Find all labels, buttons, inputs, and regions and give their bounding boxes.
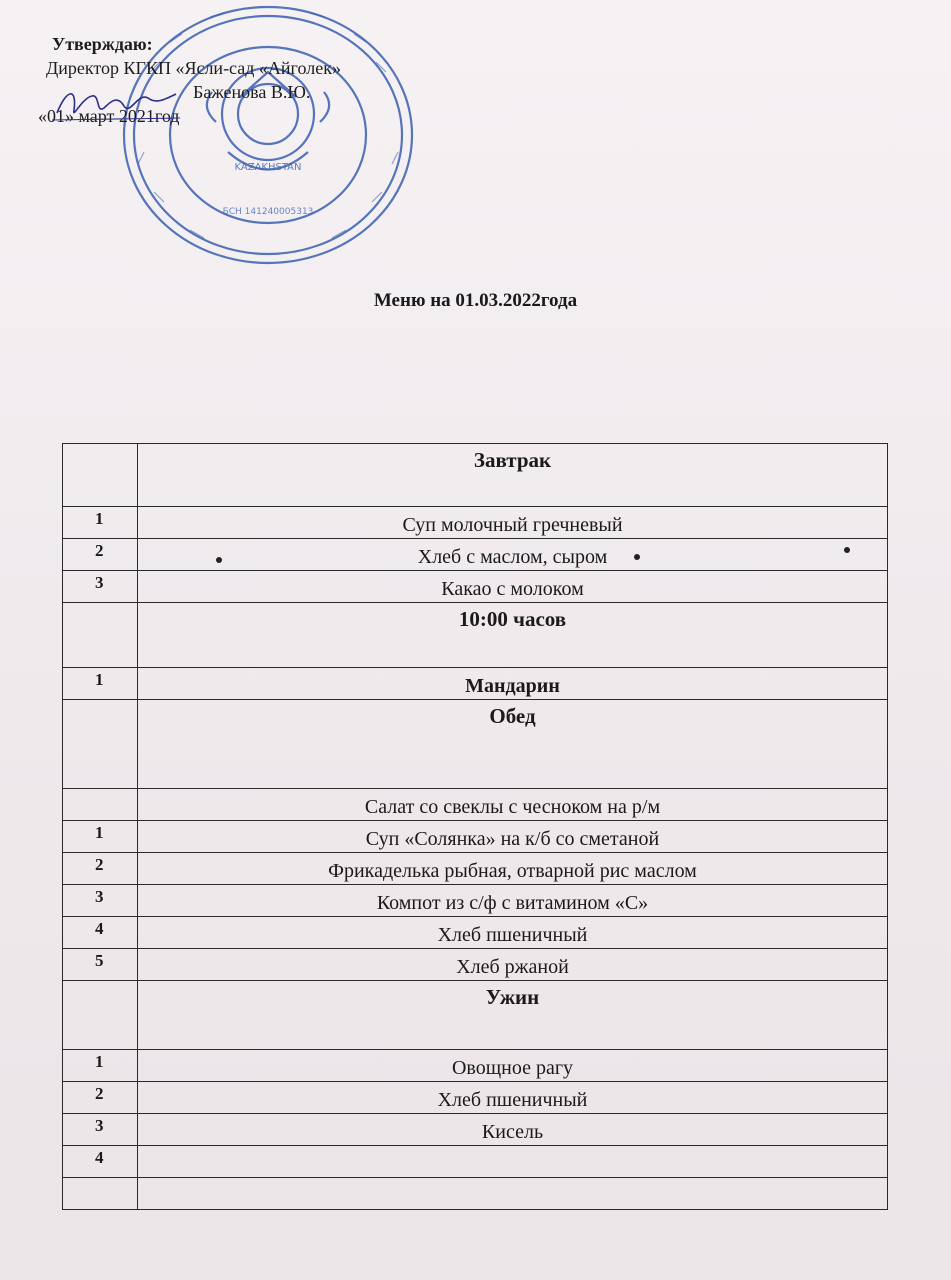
menu-item-name: Овощное рагу <box>138 1050 888 1082</box>
menu-item-row <box>63 539 888 571</box>
menu-item-name: Хлеб пшеничный <box>138 1082 888 1114</box>
menu-section-row <box>63 444 888 507</box>
ink-dot <box>216 557 222 563</box>
handwritten-signature <box>52 78 182 128</box>
menu-item-row <box>63 507 888 539</box>
menu-item-row <box>63 789 888 821</box>
menu-item-name: Хлеб пшеничный <box>138 917 888 949</box>
menu-item-row <box>63 949 888 981</box>
menu-table <box>62 443 888 1210</box>
menu-item-row <box>63 885 888 917</box>
menu-item-number: 2 <box>63 1082 138 1114</box>
menu-item-row <box>63 668 888 700</box>
menu-section-title: Ужин <box>138 981 888 1050</box>
menu-item-number: 3 <box>63 1114 138 1146</box>
menu-item-number <box>63 700 138 789</box>
menu-item-number: 1 <box>63 668 138 700</box>
menu-item-name: Суп «Солянка» на к/б со сметаной <box>138 821 888 853</box>
menu-item-name: Какао с молоком <box>138 571 888 603</box>
menu-item-name: Салат со свеклы с чесноком на р/м <box>138 789 888 821</box>
menu-item-name: Фрикаделька рыбная, отварной рис маслом <box>138 853 888 885</box>
menu-item-number <box>63 1178 138 1210</box>
menu-item-number <box>63 981 138 1050</box>
menu-item-number: 1 <box>63 1050 138 1082</box>
menu-section-row <box>63 603 888 668</box>
menu-item-row <box>63 1114 888 1146</box>
menu-item-name: Суп молочный гречневый <box>138 507 888 539</box>
menu-item-number: 5 <box>63 949 138 981</box>
menu-item-row <box>63 1146 888 1178</box>
menu-item-number: 2 <box>63 853 138 885</box>
menu-item-row <box>63 917 888 949</box>
menu-item-row <box>63 853 888 885</box>
menu-item-row <box>63 821 888 853</box>
menu-item-row <box>63 571 888 603</box>
menu-section-row <box>63 981 888 1050</box>
menu-item-name <box>138 1178 888 1210</box>
menu-item-number: 1 <box>63 821 138 853</box>
menu-item-number: 4 <box>63 917 138 949</box>
approval-director: Директор КГКП «Ясли-сад «Айголек» <box>46 58 341 78</box>
menu-item-name: Мандарин <box>138 668 888 700</box>
menu-item-number: 2 <box>63 539 138 571</box>
menu-item-number: 4 <box>63 1146 138 1178</box>
menu-item-number <box>63 789 138 821</box>
menu-item-number: 1 <box>63 507 138 539</box>
menu-item-name: Хлеб ржаной <box>138 949 888 981</box>
menu-item-row <box>63 1082 888 1114</box>
approval-name: Баженова В.Ю. <box>193 82 311 102</box>
stamp-inner-text: KAZAKHSTAN <box>234 162 302 173</box>
menu-section-title: Обед <box>138 700 888 789</box>
menu-item-name: Кисель <box>138 1114 888 1146</box>
ink-dot <box>634 554 640 560</box>
menu-item-row <box>63 1050 888 1082</box>
approval-date: «01» март 2021год <box>38 106 180 126</box>
menu-item-number: 3 <box>63 885 138 917</box>
menu-section-title: Завтрак <box>138 444 888 507</box>
menu-item-row <box>63 1178 888 1210</box>
menu-section-title: 10:00 часов <box>138 603 888 668</box>
menu-item-name <box>138 1146 888 1178</box>
menu-title: Меню на 01.03.2022года <box>373 290 578 311</box>
stamp-bin-text: БСН 141240005313 <box>222 207 314 217</box>
menu-item-number <box>63 603 138 668</box>
ink-dot <box>844 547 850 553</box>
menu-item-name: Хлеб с маслом, сыром <box>138 539 888 571</box>
menu-item-number <box>63 444 138 507</box>
menu-item-name: Компот из с/ф с витамином «С» <box>138 885 888 917</box>
menu-section-row <box>63 700 888 789</box>
approval-heading: Утверждаю: <box>52 34 153 54</box>
menu-item-number: 3 <box>63 571 138 603</box>
